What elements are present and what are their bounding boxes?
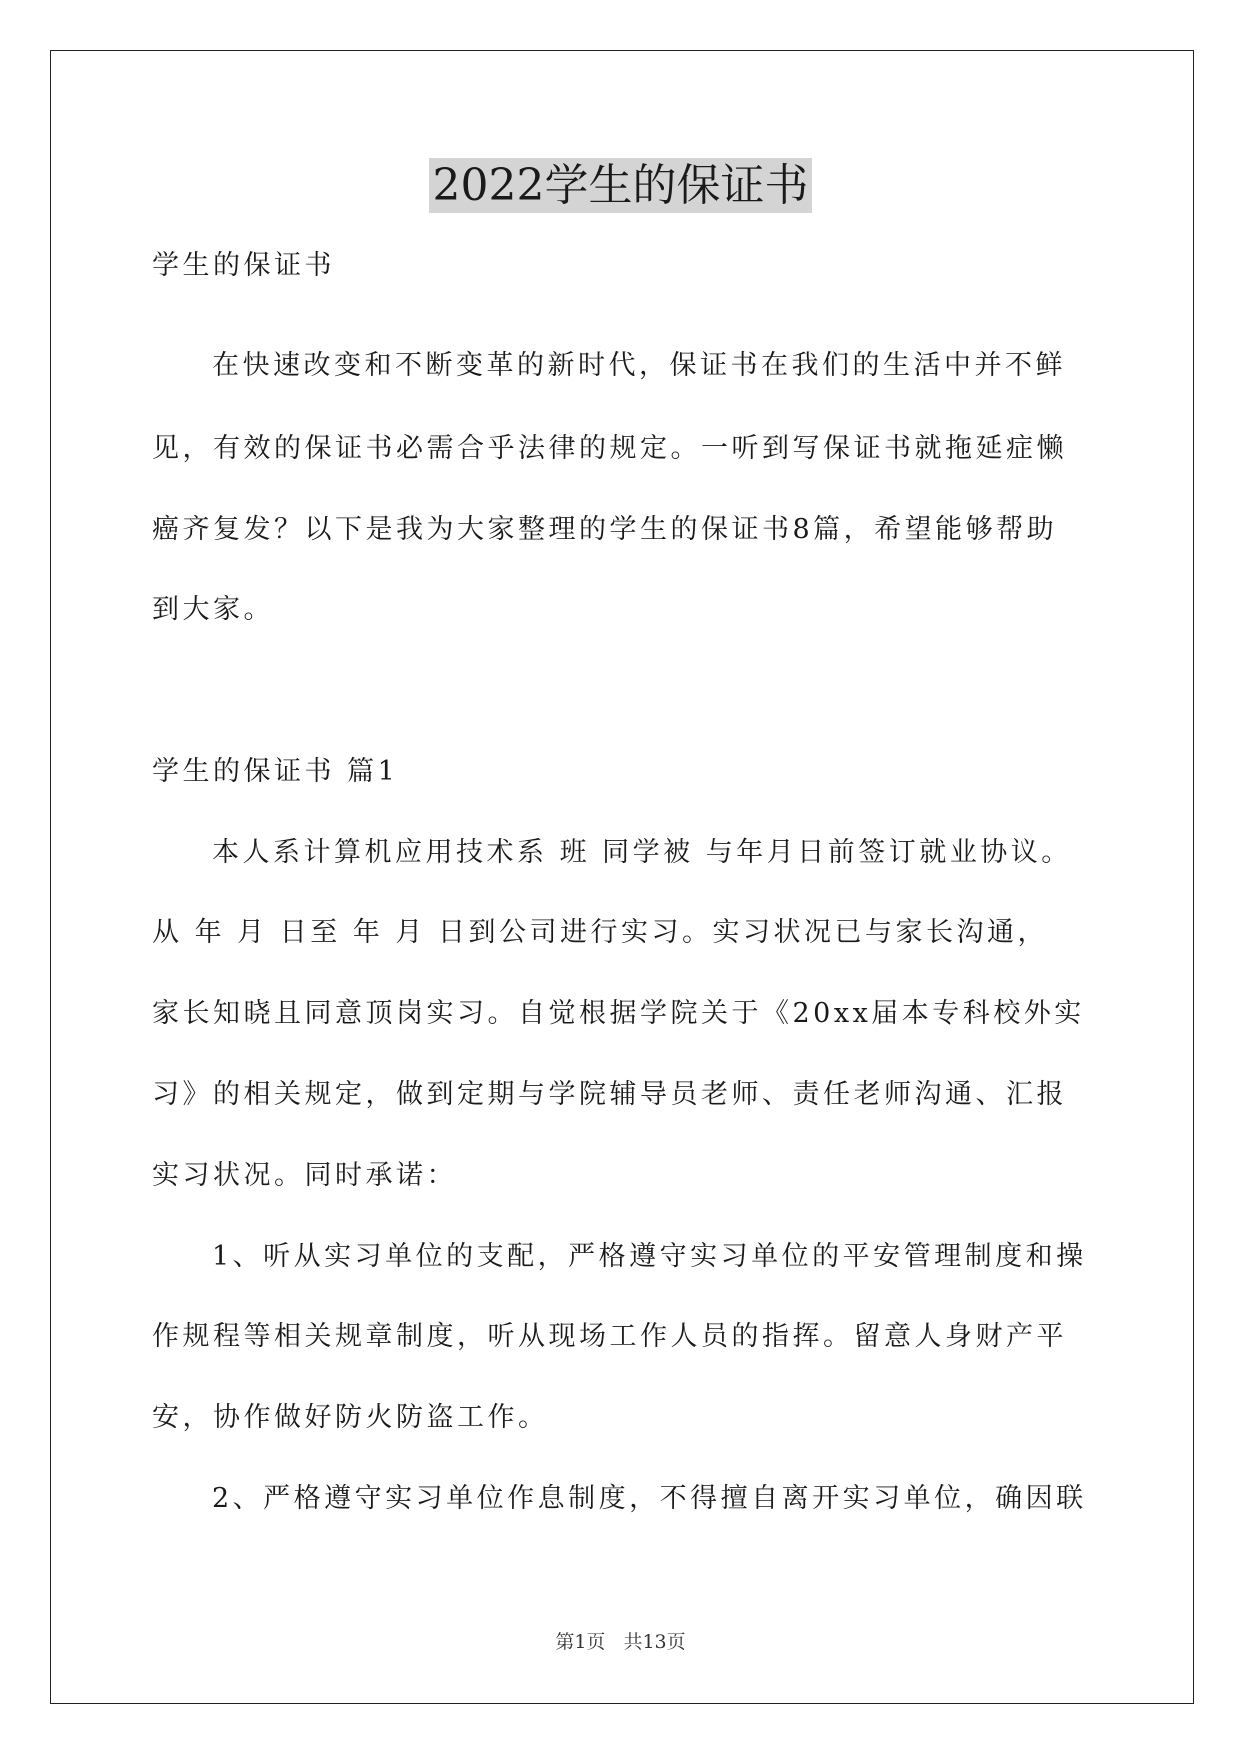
paragraph-line: 从 年 月 日至 年 月 日到公司进行实习。实习状况已与家长沟通， bbox=[152, 917, 1048, 948]
paragraph-line: 安，协作做好防火防盗工作。 bbox=[152, 1402, 549, 1433]
page-border bbox=[50, 50, 1194, 1704]
paragraph-line: 1、听从实习单位的支配，严格遵守实习单位的平安管理制度和操 bbox=[212, 1241, 1087, 1272]
document-title bbox=[0, 158, 1241, 214]
section-heading: 学生的保证书 篇1 bbox=[152, 756, 399, 787]
page-footer bbox=[0, 1630, 1241, 1654]
paragraph-line: 2、严格遵守实习单位作息制度，不得擅自离开实习单位，确因联 bbox=[212, 1483, 1087, 1514]
paragraph-line: 作规程等相关规章制度，听从现场工作人员的指挥。留意人身财产平 bbox=[152, 1321, 1067, 1352]
paragraph-line: 到大家。 bbox=[152, 594, 274, 625]
paragraph-line: 本人系计算机应用技术系 班 同学被 与年月日前签订就业协议。 bbox=[212, 837, 1072, 868]
paragraph-line: 癌齐复发？以下是我为大家整理的学生的保证书8篇，希望能够帮助 bbox=[152, 514, 1058, 545]
paragraph-line: 家长知晓且同意顶岗实习。自觉根据学院关于《20xx届本专科校外实 bbox=[152, 998, 1085, 1029]
paragraph-line: 见，有效的保证书必需合乎法律的规定。一听到写保证书就拖延症懒 bbox=[152, 433, 1067, 464]
paragraph-line: 在快速改变和不断变革的新时代，保证书在我们的生活中并不鲜 bbox=[212, 350, 1066, 381]
page-number: 第1页 bbox=[555, 1631, 606, 1653]
paragraph-line: 实习状况。同时承诺： bbox=[152, 1160, 457, 1191]
page-total: 共13页 bbox=[623, 1631, 686, 1653]
paragraph-line: 习》的相关规定，做到定期与学院辅导员老师、责任老师沟通、汇报 bbox=[152, 1079, 1067, 1110]
section-heading: 学生的保证书 bbox=[152, 250, 335, 281]
document-title-text: 2022学生的保证书 bbox=[429, 158, 813, 213]
